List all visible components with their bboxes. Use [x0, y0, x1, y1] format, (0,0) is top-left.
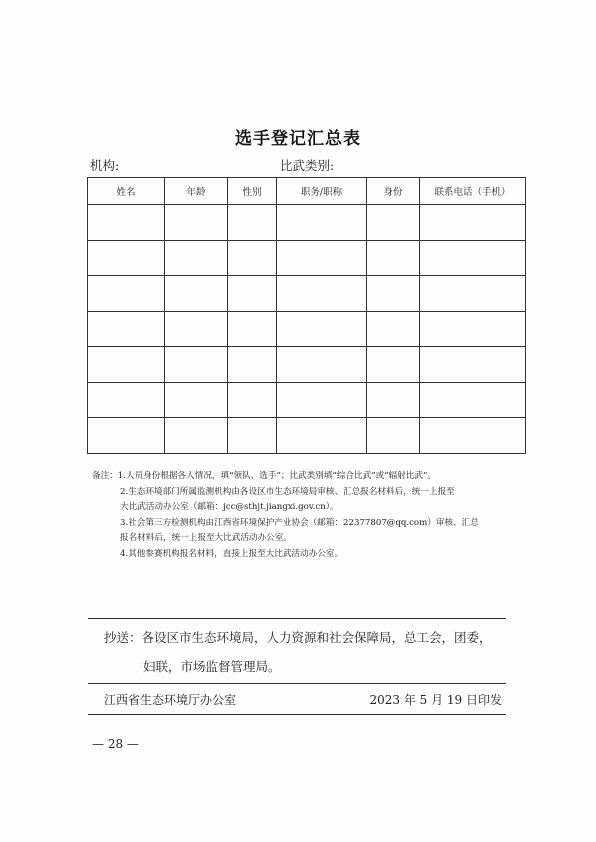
table-cell — [88, 418, 165, 454]
table-cell — [88, 347, 165, 383]
table-cell — [228, 382, 277, 418]
table-row — [88, 347, 526, 383]
table-cell — [228, 205, 277, 241]
table-cell — [165, 311, 228, 347]
table-cell — [420, 205, 526, 241]
table-cell — [367, 311, 420, 347]
issuer: 江西省生态环境厅办公室 — [104, 693, 237, 707]
table-cell — [277, 382, 367, 418]
org-label: 机构: — [90, 158, 120, 173]
table-cell — [420, 276, 526, 312]
table-row — [88, 240, 526, 276]
table-cell — [228, 276, 277, 312]
table-cell — [277, 311, 367, 347]
table-cell — [228, 311, 277, 347]
header-phone: 联系电话（手机） — [420, 178, 526, 205]
registration-table — [87, 177, 526, 454]
note-1: 备注：1.人员身份根据各人情况，填“领队、选手”；比武类别填“综合比武”或“辐射比武”。 — [92, 471, 436, 481]
table-row — [88, 205, 526, 241]
distribution-line-1: 抄送：各设区市生态环境局，人力资源和社会保障局，总工会，团委， — [104, 630, 492, 645]
table-cell — [88, 240, 165, 276]
table-cell — [277, 418, 367, 454]
table-cell — [420, 347, 526, 383]
divider-bottom — [88, 714, 506, 715]
table-cell — [367, 382, 420, 418]
category-label: 比武类别: — [280, 158, 335, 173]
note-3b: 报名材料后，统一上报至大比武活动办公室。 — [120, 533, 292, 543]
table-cell — [277, 240, 367, 276]
table-cell — [420, 382, 526, 418]
table-row — [88, 418, 526, 454]
divider-top — [88, 618, 506, 619]
document-title: 选手登记汇总表 — [235, 129, 361, 149]
table-cell — [165, 418, 228, 454]
table-cell — [165, 347, 228, 383]
table-cell — [88, 276, 165, 312]
table-row — [88, 276, 526, 312]
table-cell — [165, 240, 228, 276]
table-row — [88, 382, 526, 418]
table-cell — [165, 276, 228, 312]
table-cell — [228, 240, 277, 276]
header-identity: 身份 — [367, 178, 420, 205]
table-cell — [367, 276, 420, 312]
table-cell — [228, 418, 277, 454]
note-2a: 2.生态环境部门所属监测机构由各设区市生态环境局审核、汇总报名材料后，统一上报至 — [120, 486, 455, 497]
table-cell — [367, 240, 420, 276]
table-cell — [165, 382, 228, 418]
notes-block — [92, 469, 532, 562]
table-cell — [277, 205, 367, 241]
table-cell — [420, 311, 526, 347]
header-position: 职务/职称 — [277, 178, 367, 205]
table-cell — [88, 382, 165, 418]
table-cell — [277, 347, 367, 383]
header-gender: 性别 — [228, 178, 277, 205]
table-cell — [420, 418, 526, 454]
header-age: 年龄 — [165, 178, 228, 205]
page-number: — 28 — — [92, 737, 139, 751]
table-cell — [228, 347, 277, 383]
table-cell — [367, 205, 420, 241]
table-cell — [367, 347, 420, 383]
note-3a: 3.社会第三方检测机构由江西省环境保护产业协会（邮箱：22377807@qq.com）审核、汇总 — [120, 517, 479, 528]
table-cell — [277, 276, 367, 312]
table-cell — [165, 205, 228, 241]
header-name: 姓名 — [88, 178, 165, 205]
table-cell — [367, 418, 420, 454]
divider-middle — [88, 683, 506, 684]
table-cell — [88, 205, 165, 241]
issue-date: 2023 年 5 月 19 日印发 — [369, 693, 502, 707]
distribution-line-2: 妇联，市场监督管理局。 — [143, 659, 281, 674]
table-row — [88, 311, 526, 347]
note-2b: 大比武活动办公室（邮箱：jcc@sthjt.jiangxi.gov.cn）。 — [120, 502, 339, 512]
table-cell — [88, 311, 165, 347]
note-4: 4.其他参赛机构报名材料，直接上报至大比武活动办公室。 — [120, 548, 344, 559]
table-cell — [420, 240, 526, 276]
table-header-row — [88, 178, 526, 205]
